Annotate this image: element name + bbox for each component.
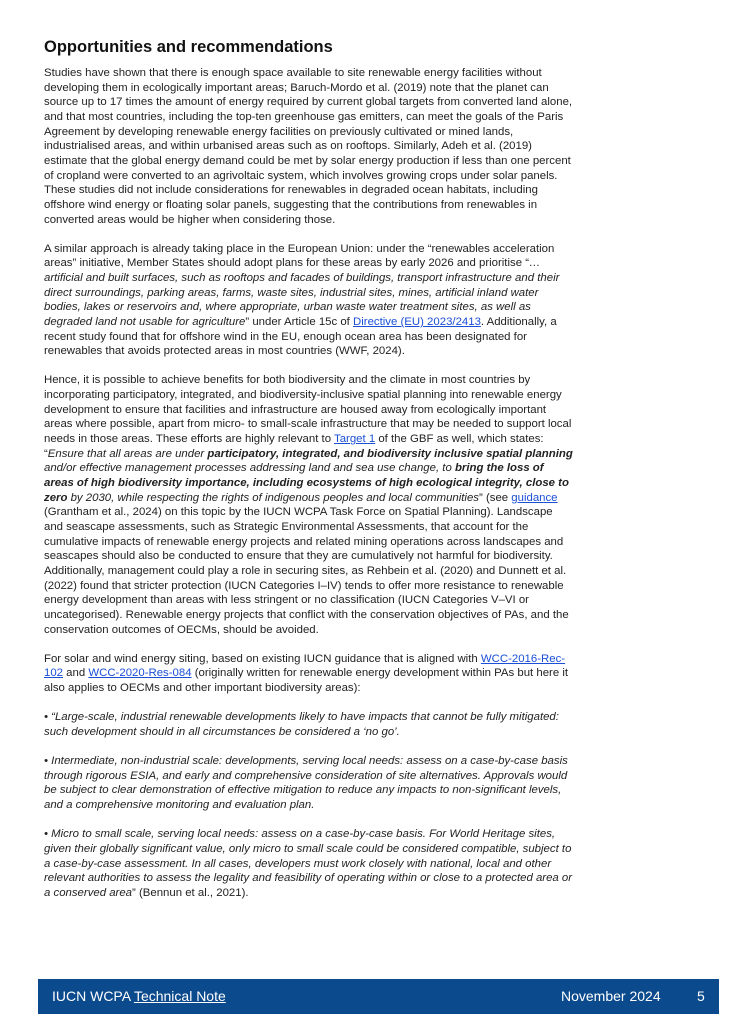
wcc-2020-link[interactable]: WCC-2020-Res-084 [88, 667, 192, 680]
bullet-micro-scale [44, 827, 574, 900]
text-run: and [63, 667, 89, 680]
paragraph-spatial-planning [44, 373, 574, 637]
paragraph-studies-text: Studies have shown that there is enough space available to site renewable energy facilities without developing them in ecologically important areas; Baruch-Mordo et al. (2019) note that the planet can source up to 17 times the amount of energy required by current global targets from converted land alone, and that most countries, including the top-ten greenhouse gas emitters, can meet the goals of the Paris Agreement by developing renewable energy facilities on previously cultivated or mined lands, industrialised areas, and within urbanised areas such as on rooftops. Similarly, Adeh et al. (2019) estimate that the global energy demand could be met by solar energy production if less than one percent of cropland were converted to an agrivoltaic system, which involves growing crops under solar panels. These studies did not include considerations for renewables in degraded ocean habitats, including offshore wind energy or floating solar panels, suggesting that the contributions from renewables in converted areas would be higher when considering those. [44, 67, 573, 226]
footer-bar [38, 979, 719, 1014]
eu-quote: …artificial and built surfaces, such as rooftops and facades of buildings, transport infrastructure and their direct surroundings, parking areas, farms, waste sites, industrial sites, mines, artificial inland water bodies, lakes or reservoirs and, where appropriate, urban waste water treatment sites, as well as degraded land not usable for agriculture [44, 257, 560, 328]
footer-date: November 2024 [561, 988, 661, 1004]
page-content [44, 36, 574, 915]
bullet-intermediate-scale: • Intermediate, non-industrial scale: developments, serving local needs: assess on a case-by-case basis through rigorous ESIA, and early and comprehensive consideration of site alternatives. Approvals would be subject to clear demonstration of effective mitigation to reduce any impacts to non-significant levels, and a comprehensive monitoring and evaluation plan. [44, 755, 568, 812]
paragraph-studies [44, 66, 574, 227]
text-run: ” under Article 15c of [245, 316, 354, 328]
text-run: ” (see [479, 491, 512, 504]
text-run: (Grantham et al., 2024) on this topic by the IUCN WCPA Task Force on Spatial Planning). Landscape and seascape assessments, such as Strategic Environmental Assessments, that account for the cumulative impacts of renewable energy projects and related mining operations across landscapes and seascapes should also be conducted to ensure that they are cumulatively not harmful for biodiversity. Additionally, management could play a role in securing sites, as Rehbein et al. (2020) and Dunnett et al. (2022) found that stricter protection (IUCN Categories I–IV) tends to offer more resistance to renewable energy development than areas with less stringent or no classification (IUCN Categories V–VI or uncategorised). Renewable energy projects that conflict with the conservation objectives of PAs, and the conservation outcomes of OECMs, should be avoided. [44, 506, 569, 636]
citation: ” (Bennun et al., 2021). [132, 886, 249, 899]
bullet-large-scale: • “Large-scale, industrial renewable developments likely to have impacts that cannot be fully mitigated: such development should in all circumstances be considered a ‘no go’. [44, 711, 559, 738]
paragraph-eu-approach [44, 242, 574, 359]
gbf-quote-emphasis: participatory, integrated, and biodiversity inclusive spatial planning [207, 447, 573, 460]
bullet-micro-text: • Micro to small scale, serving local needs: assess on a case-by-case basis. For World Heritage sites, given their globally significant value, only micro to small scale could be considered compatible, subject to a case-by-case assessment. In all cases, developers must work closely with national, local and other relevant authorities to assess the legality and feasibility of operating within or close to a protected area or a conserved area [44, 828, 573, 899]
text-run: Hence, it is possible to achieve benefits for both biodiversity and the climate in most countries by incorporating participatory, integrated, and biodiversity-inclusive spatial planning into renewable energy development to ensure that facilities and infrastructure are housed away from ecologically important areas where possible, apart from micro- to small-scale infrastructure that may be needed to support local needs in those areas. These efforts are highly relevant to [44, 374, 572, 446]
paragraph-siting [44, 652, 574, 696]
footer-org: IUCN WCPA [52, 988, 134, 1004]
page-number: 5 [697, 988, 705, 1004]
target-1-link[interactable]: Target 1 [334, 433, 376, 446]
gbf-quote: and/or effective management processes addressing land and sea use change, to [44, 462, 455, 475]
gbf-quote: by 2030, while respecting the rights of indigenous peoples and local communities [67, 491, 479, 504]
text-run: of the GBF as well, which states: “ [44, 433, 544, 460]
footer-technical-note-link[interactable]: Technical Note [133, 988, 226, 1004]
gbf-quote: Ensure that all areas are under [47, 447, 208, 460]
text-run: A similar approach is already taking place in the European Union: under the “renewables acceleration areas” initiative, Member States should adopt plans for these areas by early 2026 and prioritise “ [44, 242, 555, 270]
text-run: (originally written for renewable energy development within PAs but here it also applies to OECMs and other important biodiversity areas): [44, 667, 569, 695]
text-run: For solar and wind energy siting, based on existing IUCN guidance that is aligned with [44, 652, 481, 665]
text-run: . Additionally, a recent study found that for offshore wind in the EU, enough ocean area has been designated for renewables that avoids protected areas in most countries (WWF, 2024). [44, 316, 557, 358]
footer-publication [52, 987, 226, 1005]
wcc-2016-link[interactable]: WCC-2016-Rec-102 [44, 652, 566, 680]
gbf-quote-emphasis: bring the loss of areas of high biodiversity importance, including ecosystems of high ecological integrity, close to zero [44, 462, 569, 504]
section-heading: Opportunities and recommendations [44, 38, 333, 56]
directive-link[interactable]: Directive (EU) 2023/2413 [353, 316, 481, 328]
guidance-link[interactable]: guidance [511, 491, 558, 504]
